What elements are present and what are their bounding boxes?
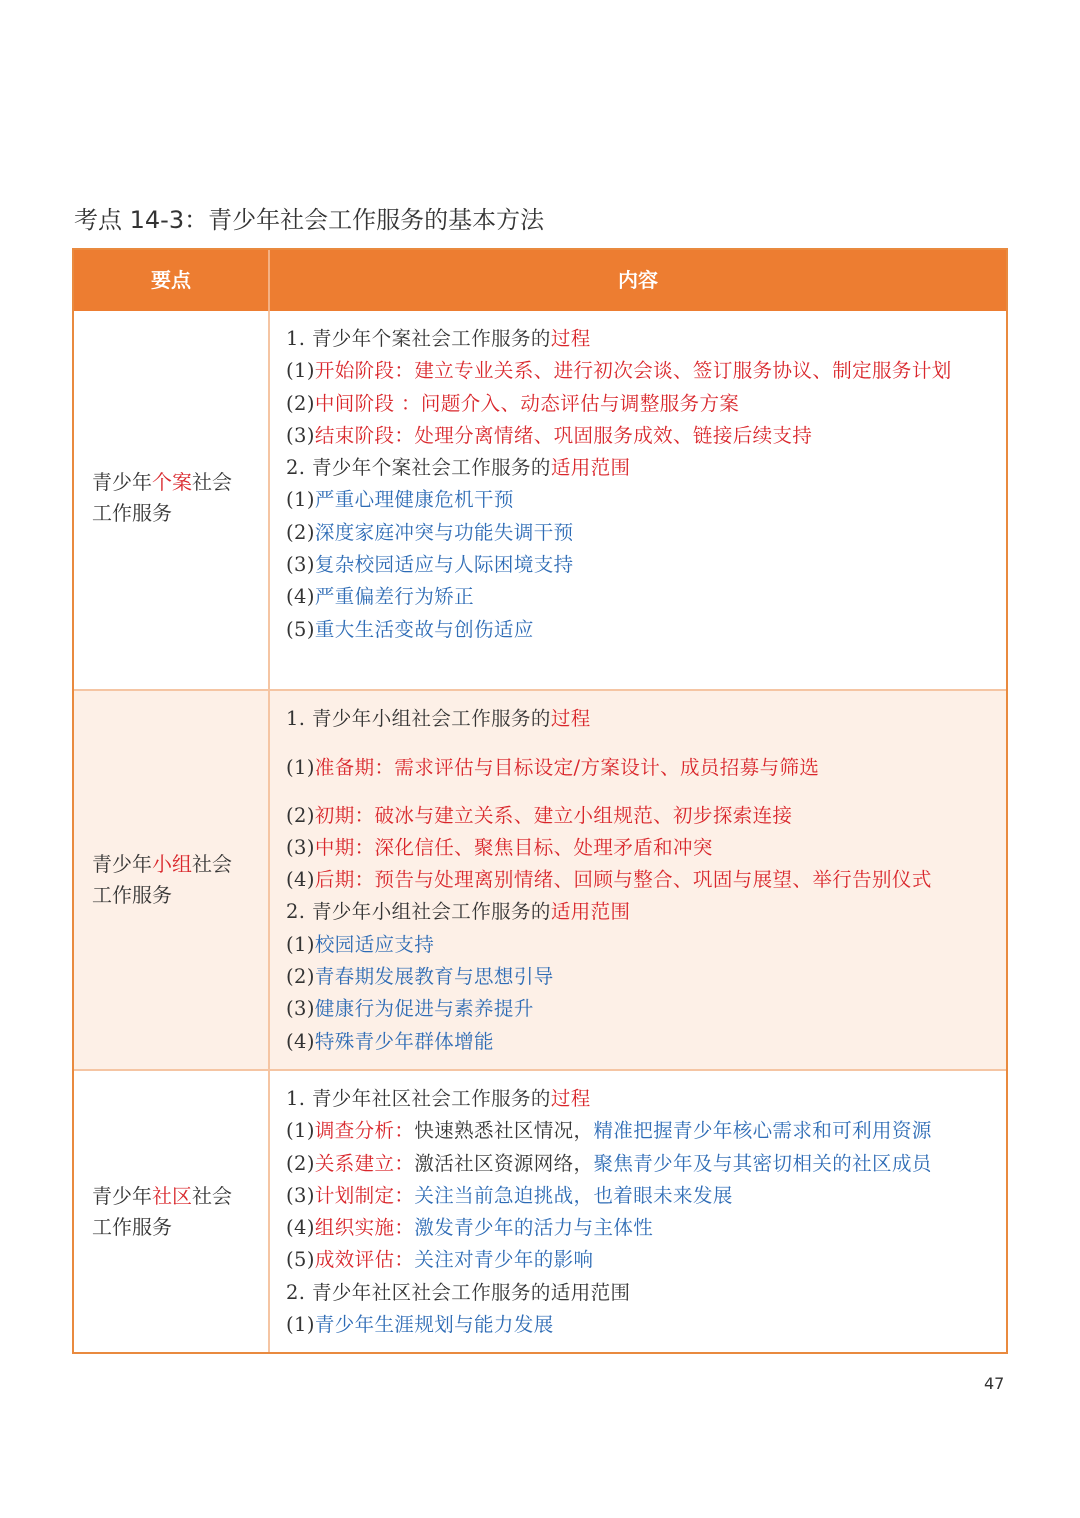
content-line: (3)复杂校园适应与人际困境支持 <box>286 553 574 577</box>
content-casework <box>286 323 996 646</box>
content-line: (2)深度家庭冲突与功能失调干预 <box>286 520 574 544</box>
key-point-groupwork: 青少年小组社会 工作服务 <box>92 852 232 907</box>
content-groupwork <box>286 703 996 1058</box>
table-row-casework <box>74 311 1006 689</box>
content-line: (3)中期：深化信任、聚焦目标、处理矛盾和冲突 <box>286 835 713 859</box>
table-header <box>74 250 1006 311</box>
content-line: 1. 青少年个案社会工作服务的过程 <box>286 327 591 350</box>
content-line: (2)关系建立：激活社区资源网络，聚焦青少年及与其密切相关的社区成员 <box>286 1151 932 1175</box>
content-line: (5)成效评估：关注对青少年的影响 <box>286 1248 594 1272</box>
content-line: (4)后期：预告与处理离别情绪、回顾与整合、巩固与展望、举行告别仪式 <box>286 868 932 892</box>
methods-table <box>72 248 1008 1354</box>
content-community <box>286 1083 996 1341</box>
content-line: (3)结束阶段：处理分离情绪、巩固服务成效、链接后续支持 <box>286 423 813 447</box>
content-line: (2)青春期发展教育与思想引导 <box>286 965 554 989</box>
content-line: (4)特殊青少年群体增能 <box>286 1029 494 1053</box>
content-line: 1. 青少年社区社会工作服务的过程 <box>286 1087 591 1110</box>
key-point-casework: 青少年个案社会 工作服务 <box>92 470 232 525</box>
content-line: 1. 青少年小组社会工作服务的过程 <box>286 707 591 730</box>
content-line: (2)初期：破冰与建立关系、建立小组规范、初步探索连接 <box>286 803 793 827</box>
key-highlight: 个案 <box>152 470 192 494</box>
content-line: (1)严重心理健康危机干预 <box>286 488 514 512</box>
column-divider <box>268 311 270 689</box>
content-line: (2)中间阶段 ：问题介入、动态评估与调整服务方案 <box>286 391 740 415</box>
content-line: 2. 青少年个案社会工作服务的适用范围 <box>286 456 631 480</box>
table-row-community <box>74 1069 1006 1352</box>
key-point-community: 青少年社区社会 工作服务 <box>92 1184 232 1239</box>
page-title: 考点 14-3：青少年社会工作服务的基本方法 <box>74 206 545 234</box>
column-divider <box>268 691 270 1069</box>
header-content: 内容 <box>618 268 658 292</box>
content-line: (5)重大生活变故与创伤适应 <box>286 617 534 641</box>
content-line: (1)校园适应支持 <box>286 932 435 956</box>
page-number: 47 <box>984 1374 1005 1393</box>
content-line: (4)组织实施：激发青少年的活力与主体性 <box>286 1216 654 1240</box>
table-row-groupwork <box>74 689 1006 1069</box>
content-line: (3)健康行为促进与素养提升 <box>286 997 534 1021</box>
column-divider <box>268 1071 270 1352</box>
content-line: (3)计划制定：关注当前急迫挑战，也着眼未来发展 <box>286 1183 733 1207</box>
content-line: (1)准备期：需求评估与目标设定/方案设计、成员招募与筛选 <box>286 756 820 780</box>
content-line: 2. 青少年社区社会工作服务的适用范围 <box>286 1280 631 1304</box>
key-highlight: 小组 <box>152 852 192 876</box>
content-line: (1)青少年生涯规划与能力发展 <box>286 1313 554 1337</box>
content-line: 2. 青少年小组社会工作服务的适用范围 <box>286 900 631 924</box>
content-line: (1)开始阶段：建立专业关系、进行初次会谈、签订服务协议、制定服务计划 <box>286 359 952 383</box>
header-key-points: 要点 <box>151 268 191 292</box>
key-highlight: 社区 <box>152 1184 192 1208</box>
content-line: (1)调查分析：快速熟悉社区情况，精准把握青少年核心需求和可利用资源 <box>286 1119 932 1143</box>
content-line: (4)严重偏差行为矫正 <box>286 585 475 609</box>
